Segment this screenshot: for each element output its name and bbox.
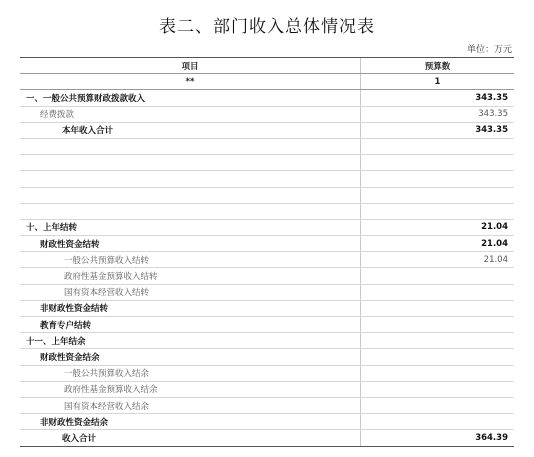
row-label bbox=[20, 188, 361, 203]
row-value bbox=[361, 155, 514, 170]
table-row bbox=[20, 123, 514, 139]
row-value bbox=[361, 333, 514, 348]
table-row bbox=[20, 382, 514, 398]
row-value bbox=[361, 382, 514, 397]
table-row bbox=[20, 90, 514, 106]
row-label: 政府性基金预算收入结转 bbox=[20, 268, 361, 283]
row-value: 364.39 bbox=[475, 432, 508, 443]
row-label: 非财政性资金结余 bbox=[20, 414, 361, 429]
row-value bbox=[361, 285, 514, 300]
row-value bbox=[361, 366, 514, 381]
row-value: 343.35 bbox=[478, 109, 508, 120]
row-value bbox=[361, 301, 514, 316]
table-row bbox=[20, 252, 514, 268]
row-label: 一般公共预算收入结余 bbox=[20, 366, 361, 381]
table-row bbox=[20, 155, 514, 171]
row-label: 一、一般公共预算财政拨款收入 bbox=[20, 90, 361, 105]
row-label bbox=[20, 171, 361, 186]
table-row bbox=[20, 236, 514, 252]
subheader-item: ** bbox=[20, 74, 361, 89]
row-value: 343.35 bbox=[475, 125, 508, 136]
unit-label: 单位：万元 bbox=[466, 45, 512, 55]
row-label: 本年收入合计 bbox=[20, 123, 361, 138]
subheader-budget: 1 bbox=[434, 76, 441, 87]
row-label: 十一、上年结余 bbox=[20, 333, 361, 348]
table-row bbox=[20, 301, 514, 317]
row-label: 十、上年结转 bbox=[20, 220, 361, 235]
row-label: 财政性资金结转 bbox=[20, 236, 361, 251]
table-row bbox=[20, 107, 514, 123]
row-label: 教育专户结转 bbox=[20, 317, 361, 332]
row-label bbox=[20, 139, 361, 154]
row-label: 一般公共预算收入结转 bbox=[20, 252, 361, 267]
row-label: 国有资本经营收入结余 bbox=[20, 398, 361, 413]
row-value bbox=[361, 268, 514, 283]
table-row bbox=[20, 333, 514, 349]
row-value bbox=[361, 398, 514, 413]
table-row bbox=[20, 398, 514, 414]
table-subheader-row bbox=[20, 74, 514, 90]
table-row bbox=[20, 171, 514, 187]
row-label: 政府性基金预算收入结余 bbox=[20, 382, 361, 397]
row-label: 收入合计 bbox=[20, 430, 361, 445]
table-row bbox=[20, 349, 514, 365]
row-label: 财政性资金结余 bbox=[20, 349, 361, 364]
row-label: 经费拨款 bbox=[20, 107, 361, 122]
table-row bbox=[20, 285, 514, 301]
table-row bbox=[20, 366, 514, 382]
table-row bbox=[20, 204, 514, 220]
row-value bbox=[361, 349, 514, 364]
row-value bbox=[361, 317, 514, 332]
table-header-row bbox=[20, 58, 514, 74]
table-row bbox=[20, 317, 514, 333]
row-value: 343.35 bbox=[475, 92, 508, 103]
table-body bbox=[20, 90, 514, 446]
header-item: 项目 bbox=[20, 58, 361, 73]
table-row bbox=[20, 414, 514, 430]
row-label bbox=[20, 155, 361, 170]
row-label: 非财政性资金结转 bbox=[20, 301, 361, 316]
table-row bbox=[20, 430, 514, 446]
header-budget: 预算数 bbox=[424, 61, 451, 72]
row-value bbox=[361, 204, 514, 219]
row-value bbox=[361, 188, 514, 203]
revenue-table bbox=[20, 57, 514, 447]
row-value: 21.04 bbox=[481, 222, 508, 233]
table-row bbox=[20, 220, 514, 236]
row-label: 国有资本经营收入结转 bbox=[20, 285, 361, 300]
page-title: 表二、部门收入总体情况表 bbox=[159, 17, 375, 37]
row-value bbox=[361, 171, 514, 186]
row-label bbox=[20, 204, 361, 219]
row-value: 21.04 bbox=[483, 254, 508, 265]
table-row bbox=[20, 139, 514, 155]
table-row bbox=[20, 268, 514, 284]
table-row bbox=[20, 188, 514, 204]
row-value bbox=[361, 414, 514, 429]
row-value bbox=[361, 139, 514, 154]
row-value: 21.04 bbox=[481, 238, 508, 249]
